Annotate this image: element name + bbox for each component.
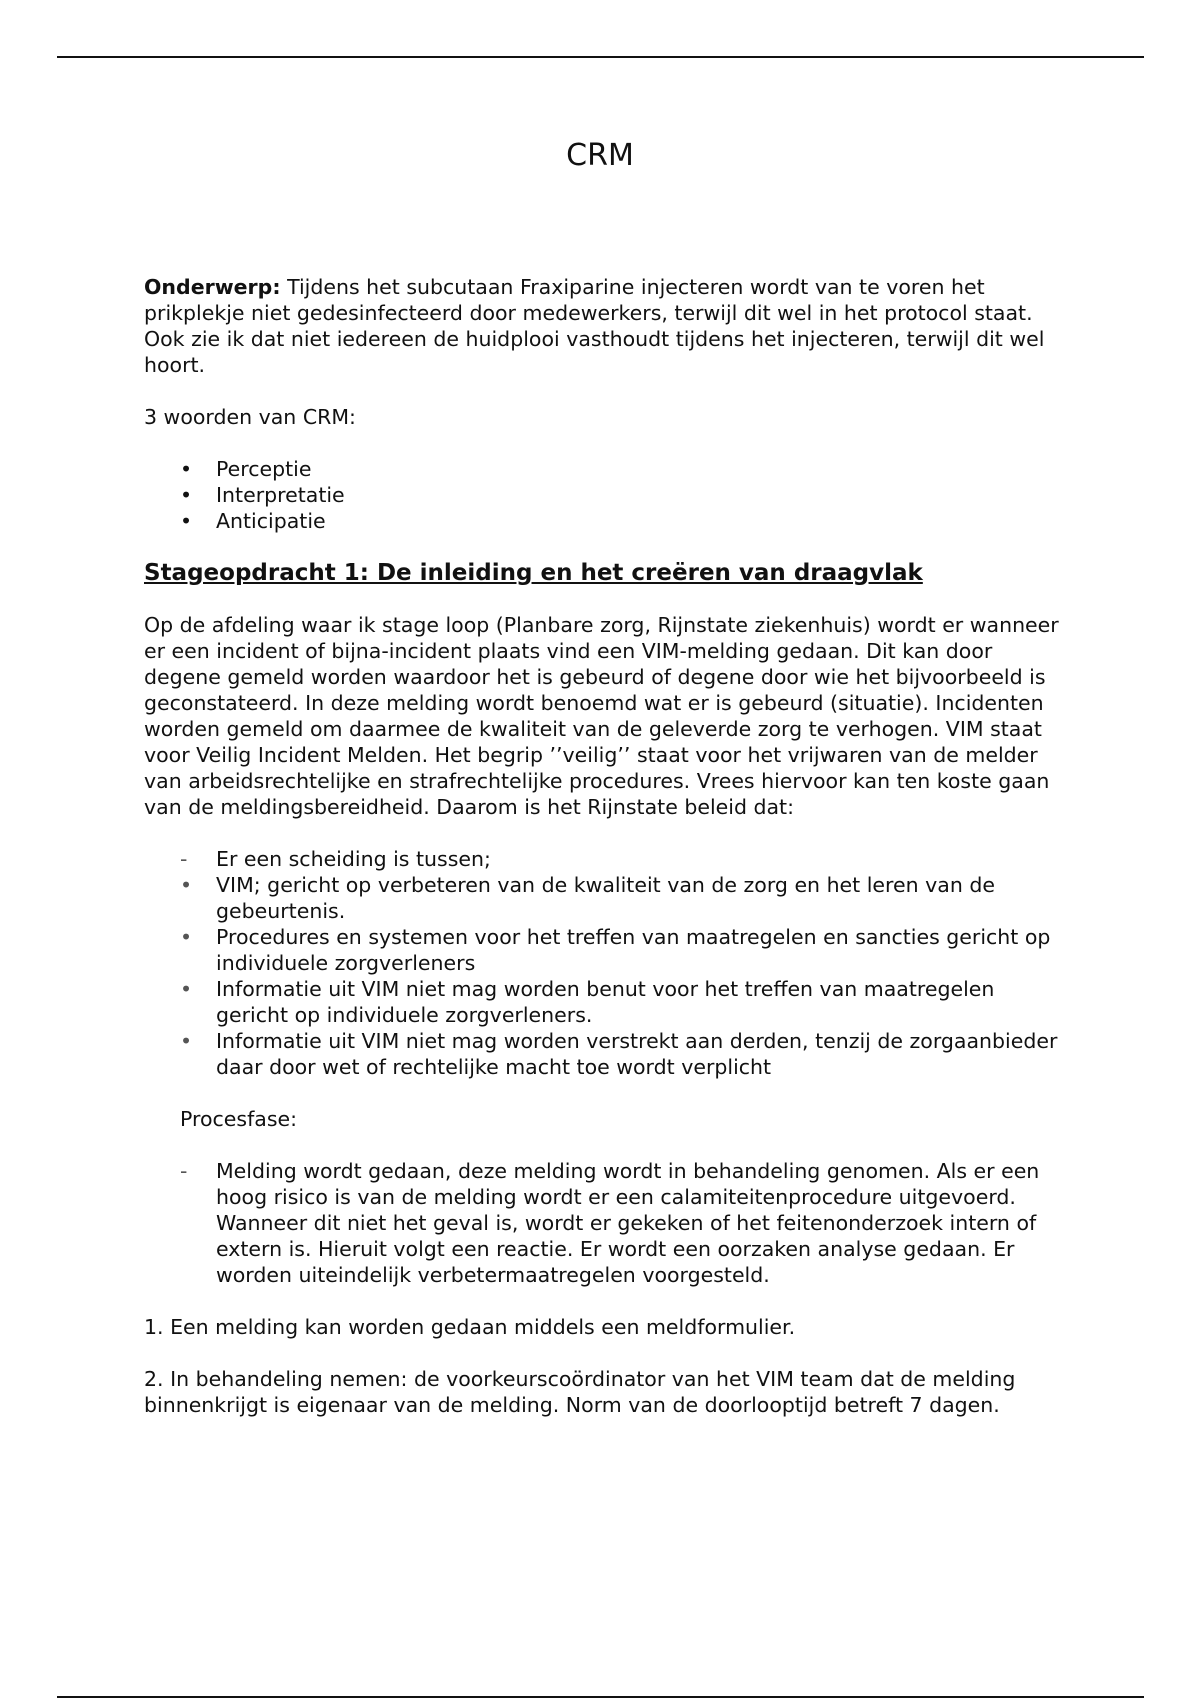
list-item-text: Perceptie: [216, 457, 312, 481]
list-item-text: Melding wordt gedaan, deze melding wordt in behandeling genomen. Als er een hoog risico is van de melding wordt er een calamiteitenprocedure uitgevoerd. Wanneer dit niet het geval is, wordt er gekeken of het feitenonderzoek intern of extern is. Hieruit volgt een reactie. Er wordt een oorzaken analyse gedaan. Er worden uiteindelijk verbetermaatregelen voorgesteld.: [216, 1159, 1040, 1287]
list-item-text: Informatie uit VIM niet mag worden verstrekt aan derden, tenzij de zorgaanbieder daar door wet of rechtelijke macht toe wordt verplicht: [216, 1029, 1058, 1079]
step-1-paragraph: 1. Een melding kan worden gedaan middels een meldformulier.: [144, 1315, 796, 1339]
dash-icon: -: [180, 847, 188, 871]
section-heading: Stageopdracht 1: De inleiding en het creëren van draagvlak: [144, 560, 923, 586]
policy-list: [144, 846, 1064, 1080]
document-body: [144, 274, 1064, 1418]
list-item: [144, 482, 1064, 508]
top-rule: [57, 56, 1144, 58]
list-item: [144, 846, 1064, 872]
list-item: [144, 508, 1064, 534]
list-item-text: Anticipatie: [216, 509, 326, 533]
list-item: [144, 924, 1064, 976]
process-label: Procesfase:: [180, 1107, 298, 1131]
list-item: [144, 872, 1064, 924]
list-item-text: Interpretatie: [216, 483, 345, 507]
intro-paragraph: Op de afdeling waar ik stage loop (Planbare zorg, Rijnstate ziekenhuis) wordt er wanneer er een incident of bijna-incident plaats vind een VIM-melding gedaan. Dit kan door degene gemeld worden waardoor het is gebeurd of degene door wie het bijvoorbeeld is geconstateerd. In deze melding wordt benoemd wat er is gebeurd (situatie). Incidenten worden gemeld om daarmee de kwaliteit van de geleverde zorg te verhogen. VIM staat voor Veilig Incident Melden. Het begrip ’’veilig’’ staat voor het vrijwaren van de melder van arbeidsrechtelijke en strafrechtelijke procedures. Vrees hiervoor kan ten koste gaan van de meldingsbereidheid. Daarom is het Rijnstate beleid dat:: [144, 613, 1059, 819]
bullet-icon: •: [180, 483, 193, 507]
list-item-text: VIM; gericht op verbeteren van de kwaliteit van de zorg en het leren van de gebeurtenis.: [216, 873, 995, 923]
process-list: [144, 1158, 1064, 1288]
bullet-icon: •: [180, 977, 193, 1001]
bottom-rule: [57, 1696, 1144, 1698]
subject-paragraph: [144, 274, 1064, 378]
bullet-icon: •: [180, 873, 193, 897]
dash-icon: -: [180, 1159, 188, 1183]
bullet-icon: •: [180, 509, 193, 533]
crm-words-intro: 3 woorden van CRM:: [144, 405, 356, 429]
list-item-text: Procedures en systemen voor het treffen van maatregelen en sancties gericht op individuele zorgverleners: [216, 925, 1051, 975]
list-item: [144, 456, 1064, 482]
page-title: CRM: [566, 138, 634, 173]
subject-label: Onderwerp:: [144, 275, 281, 299]
bullet-icon: •: [180, 457, 193, 481]
crm-words-list: [144, 456, 1064, 534]
bullet-icon: •: [180, 1029, 193, 1053]
list-item: [144, 976, 1064, 1028]
step-2-paragraph: 2. In behandeling nemen: de voorkeurscoördinator van het VIM team dat de melding binnenkrijgt is eigenaar van de melding. Norm van de doorlooptijd betreft 7 dagen.: [144, 1367, 1016, 1417]
bullet-icon: •: [180, 925, 193, 949]
list-item-text: Er een scheiding is tussen;: [216, 847, 491, 871]
list-item-text: Informatie uit VIM niet mag worden benut voor het treffen van maatregelen gericht op individuele zorgverleners.: [216, 977, 995, 1027]
subject-text: Tijdens het subcutaan Fraxiparine injecteren wordt van te voren het prikplekje niet gedesinfecteerd door medewerkers, terwijl dit wel in het protocol staat. Ook zie ik dat niet iedereen de huidplooi vasthoudt tijdens het injecteren, terwijl dit wel hoort.: [144, 275, 1045, 377]
list-item: [144, 1028, 1064, 1080]
list-item: [144, 1158, 1064, 1288]
